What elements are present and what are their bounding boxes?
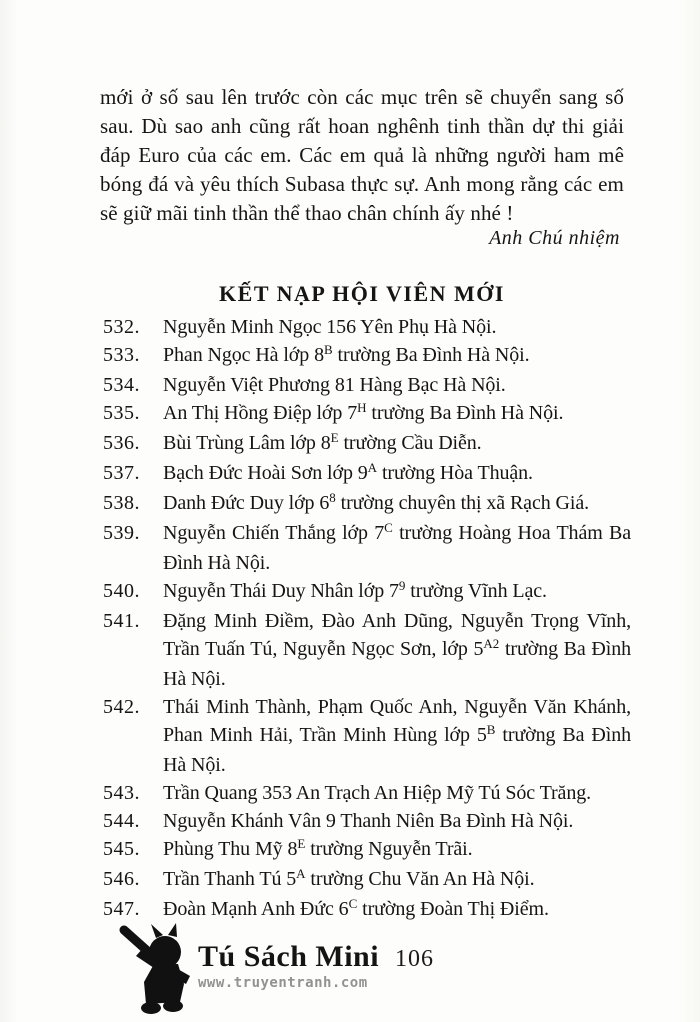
member-number: 537. [103,462,140,484]
list-item [103,835,631,865]
member-number: 534. [103,374,140,396]
member-number: 542. [103,696,140,718]
member-text-segment: trường Ba Đình Hà Nội. [163,638,631,690]
member-text-segment: Phan Ngọc Hà lớp 8 [163,344,324,366]
member-number: 535. [103,402,140,424]
page-number: 106 [395,946,434,972]
member-text-segment: trường Ba Đình Hà Nội. [366,402,564,424]
list-item [103,519,631,577]
list-item [103,607,631,693]
class-superscript: C [384,520,393,535]
list-item [103,341,631,371]
class-superscript: 8 [329,490,336,505]
member-text-segment: trường Hòa Thuận. [377,462,533,484]
class-superscript: H [357,400,367,415]
member-number: 536. [103,432,140,454]
member-text [163,429,631,459]
member-text-segment: Nguyễn Khánh Vân 9 Thanh Niên Ba Đình Hà Nội. [163,810,574,832]
class-superscript: B [323,342,333,357]
member-text-segment: Bùi Trùng Lâm lớp 8 [163,432,331,454]
member-text [163,577,631,607]
member-number: 545. [103,838,140,860]
member-text-segment: trường Nguyễn Trãi. [305,838,473,860]
member-text [163,371,631,399]
class-superscript: E [330,430,339,445]
member-number: 543. [103,782,140,804]
list-item [103,693,631,779]
member-text-segment: Nguyễn Minh Ngọc 156 Yên Phụ Hà Nội. [163,316,497,338]
member-text-segment: Đặng Minh Điềm, Đào Anh Dũng, Nguyễn Trọng Vĩnh, Trần Tuấn Tú, Nguyễn Ngọc Sơn, lớp 5 [163,610,631,660]
class-superscript: A [367,460,378,475]
member-text [163,693,631,779]
member-text [163,399,631,429]
publisher-name: Tú Sách Mini [198,940,380,973]
class-superscript: E [297,836,306,851]
list-item [103,371,631,399]
list-item [103,779,631,807]
member-text-segment: trường Hoàng Hoa Thám Ba Đình Hà Nội. [163,522,631,574]
member-text [163,313,631,341]
member-text-segment: trường Đoàn Thị Điểm. [357,898,549,920]
list-item [103,399,631,429]
list-item [103,895,631,925]
signature-line: Anh Chú nhiệm [489,227,620,249]
member-text [163,779,631,807]
publisher-website: www.truyentranh.com [198,975,368,991]
member-number: 541. [103,610,140,632]
member-text-segment: Bạch Đức Hoài Sơn lớp 9 [163,462,368,484]
member-number: 540. [103,580,140,602]
member-text-segment: Nguyễn Thái Duy Nhân lớp 7 [163,580,399,602]
member-text [163,607,631,693]
member-text [163,519,631,577]
member-list [103,313,631,925]
list-item [103,489,631,519]
member-text [163,895,631,925]
member-text-segment: Đoàn Mạnh Anh Đức 6 [163,898,349,920]
class-superscript: C [348,896,358,911]
list-item [103,865,631,895]
member-text-segment: trường Chu Văn An Hà Nội. [305,868,535,890]
member-text-segment: Danh Đức Duy lớp 6 [163,492,330,514]
member-number: 538. [103,492,140,514]
class-superscript: 9 [398,578,406,593]
member-text-segment: trường Vĩnh Lạc. [405,580,547,602]
member-text-segment: trường Cầu Diễn. [338,432,482,454]
member-number: 544. [103,810,140,832]
member-text-segment: Nguyễn Chiến Thắng lớp 7 [163,522,385,544]
member-text-segment: Phùng Thu Mỹ 8 [163,838,298,860]
member-text [163,489,631,519]
member-text-segment: trường Ba Đình Hà Nội. [163,724,631,776]
member-text-segment: Nguyễn Việt Phương 81 Hàng Bạc Hà Nội. [163,374,506,396]
member-text [163,459,631,489]
list-item [103,313,631,341]
class-superscript: A [296,866,306,881]
member-text-segment: Trần Quang 353 An Trạch An Hiệp Mỹ Tú Sóc Trăng. [163,782,592,804]
member-text-segment: trường Ba Đình Hà Nội. [332,344,530,366]
list-item [103,429,631,459]
member-number: 533. [103,344,140,366]
member-text [163,807,631,835]
member-number: 532. [103,316,140,338]
member-text [163,341,631,371]
list-item [103,459,631,489]
list-item [103,807,631,835]
member-text-segment: An Thị Hồng Điệp lớp 7 [163,402,358,424]
class-superscript: B [486,722,496,737]
list-item [103,577,631,607]
publisher-footer [116,922,379,1017]
member-text-segment: Thái Minh Thành, Phạm Quốc Anh, Nguyễn Văn Khánh, Phan Minh Hải, Trần Minh Hùng lớp 5 [163,696,631,746]
member-number: 546. [103,868,140,890]
class-superscript: A2 [483,636,500,651]
member-number: 547. [103,898,140,920]
member-text [163,865,631,895]
member-number: 539. [103,522,140,544]
intro-paragraph: mới ở số sau lên trước còn các mục trên sẽ chuyển sang số sau. Dù sao anh cũng rất hoan nghênh tinh thần dự thi giải đáp Euro của các em. Các em quả là những người ham mê bóng đá và yêu thích Subasa thực sự. Anh mong rằng các em sẽ giữ mãi tinh thần thể thao chân chính ấy nhé ! [100,85,624,225]
member-text-segment: trường chuyên thị xã Rạch Giá. [335,492,590,514]
section-heading: KẾT NẠP HỘI VIÊN MỚI [219,280,505,306]
member-text [163,835,631,865]
member-text-segment: Trần Thanh Tú 5 [163,868,297,890]
brand-block [198,922,379,992]
